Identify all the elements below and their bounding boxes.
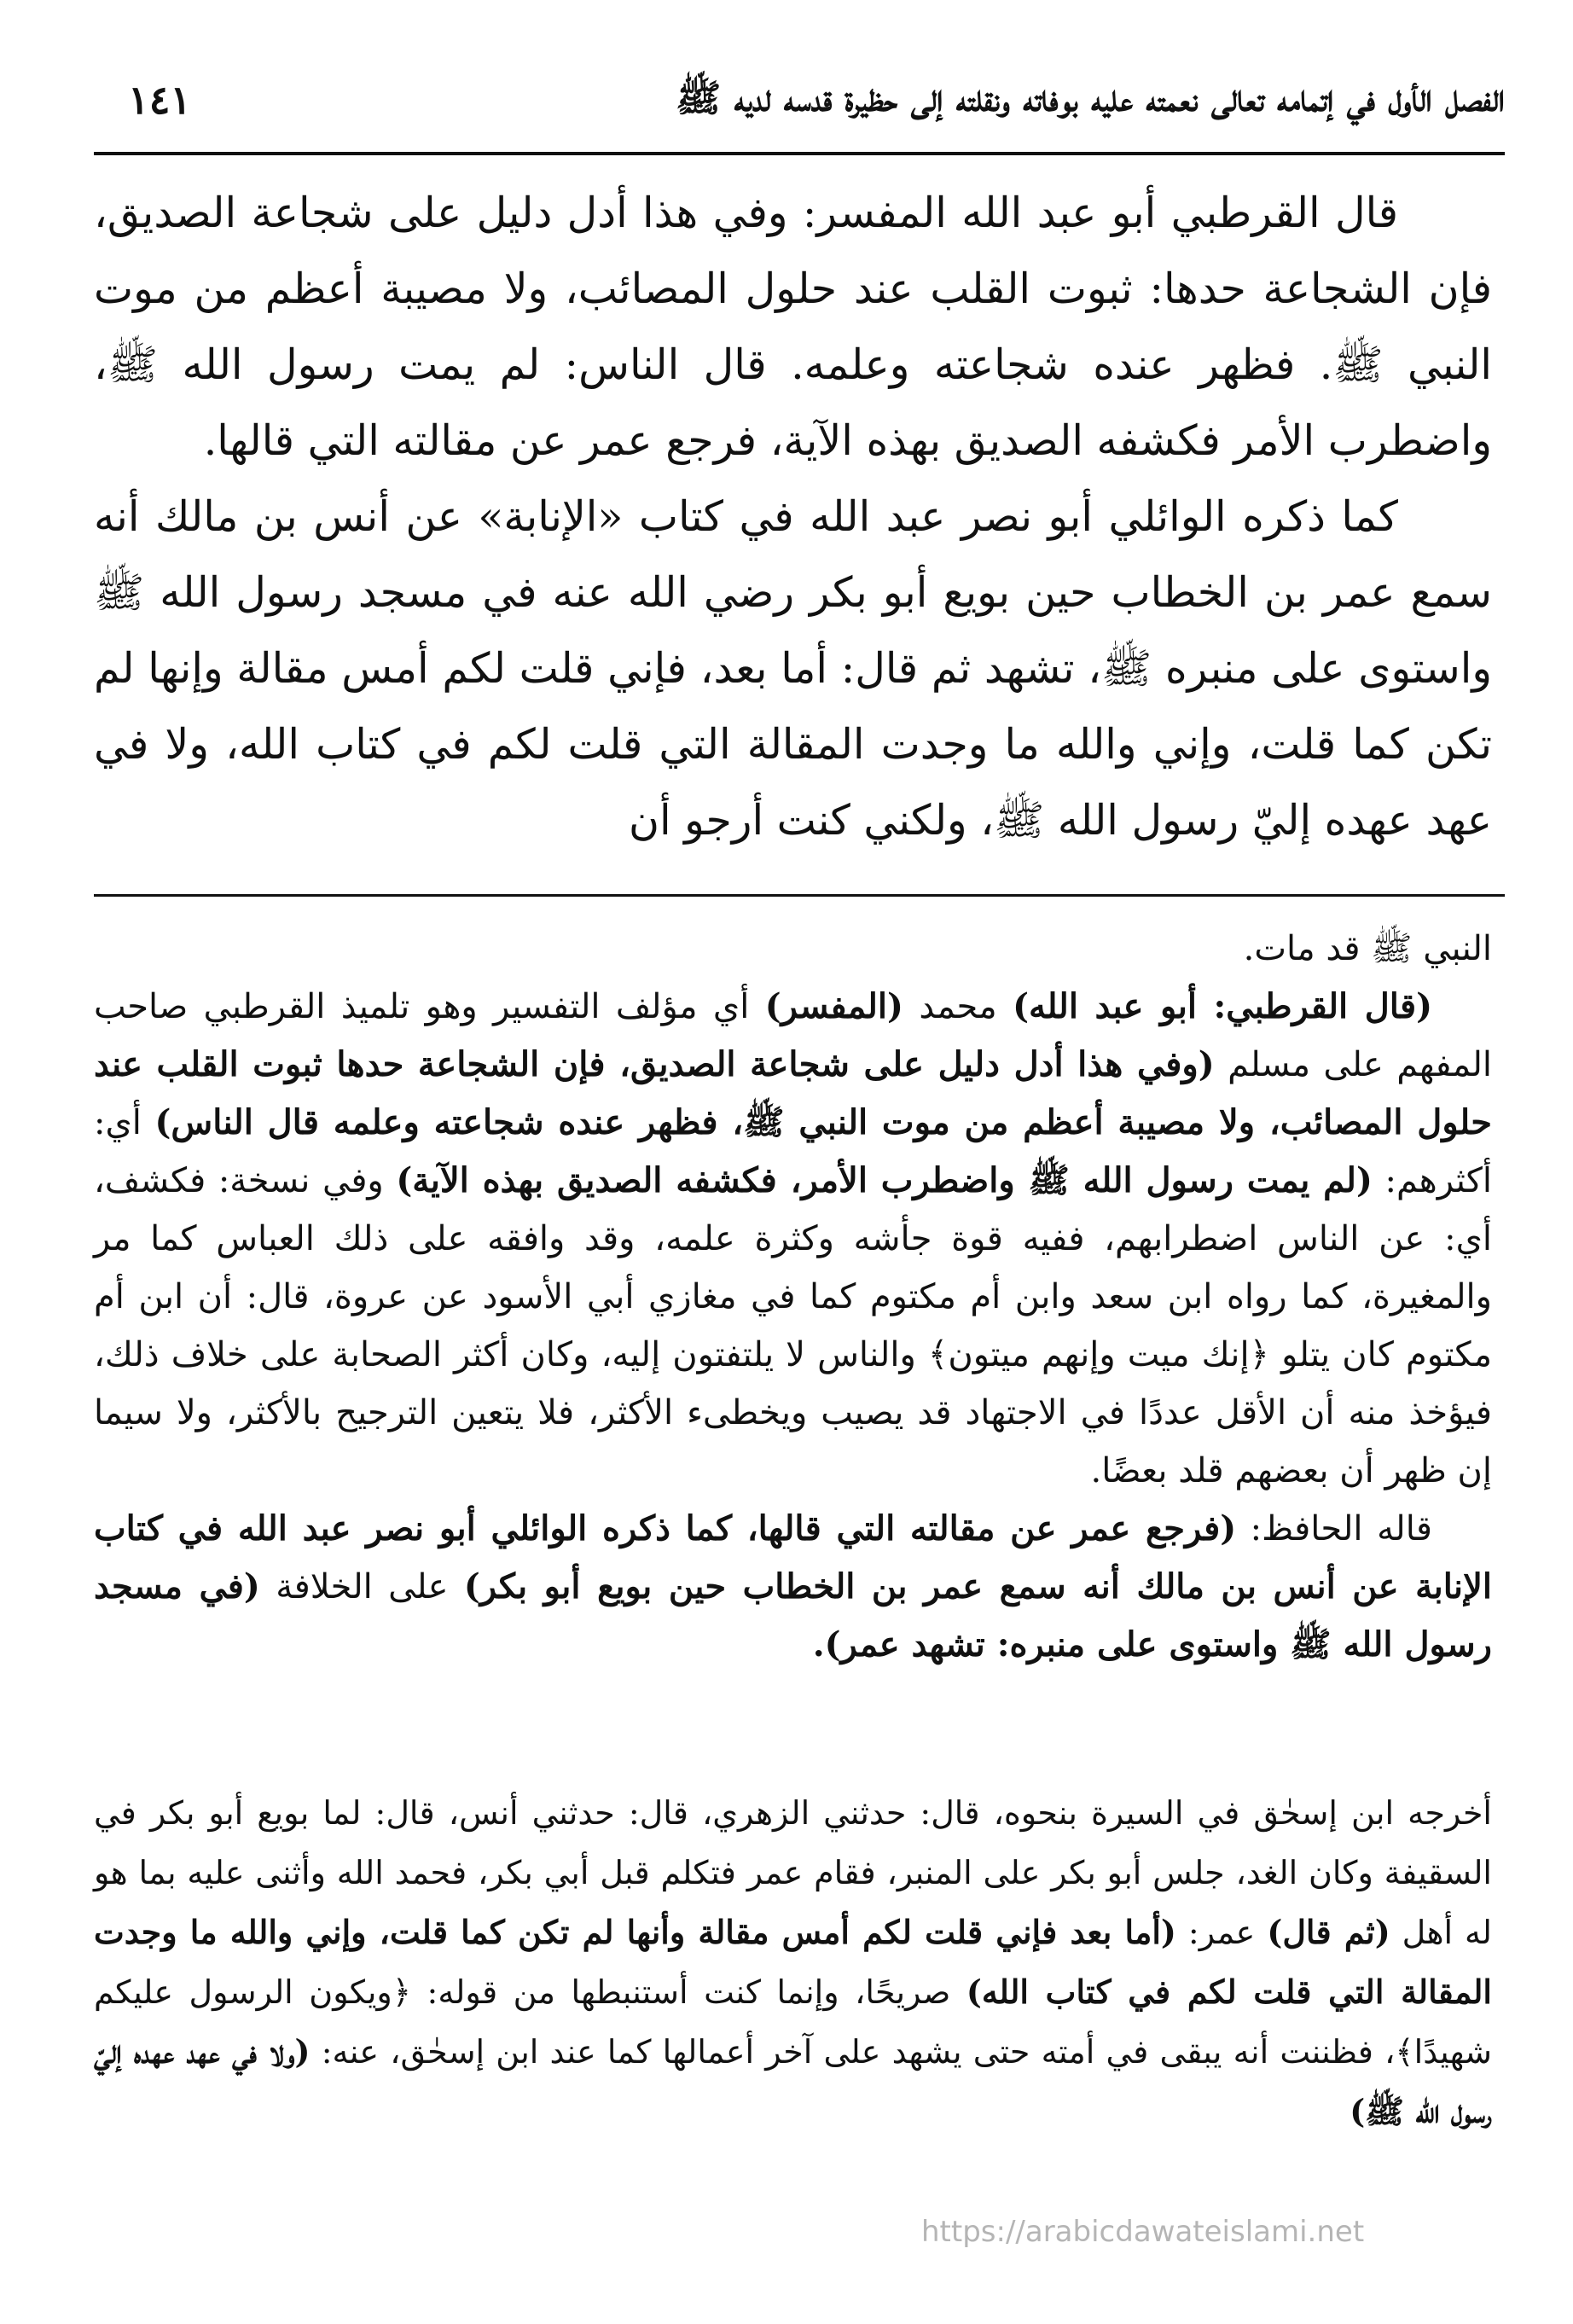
- gloss: صريحًا، وإنما كنت أستنبطها من قوله: ﴿ويكون الرسول عليكم شهيدًا﴾، فظننت أنه يبقى في أمته حتى يشهد على آخر أعمالها كما عند ابن إسحٰق، عنه:: [94, 1973, 1493, 2071]
- watermark-url: https://arabicdawateislami.net: [921, 2215, 1365, 2249]
- header-rule: [94, 152, 1505, 155]
- gloss: أي مؤلف التفسير وهو تلميذ القرطبي صاحب المفهم على مسلم: [94, 987, 1492, 1084]
- running-header: [94, 75, 1505, 143]
- gloss: قاله الحافظ:: [1236, 1509, 1433, 1548]
- gloss: أي: أكثرهم:: [94, 1103, 1492, 1200]
- quote-bold: (لم يمت رسول الله ﷺ واضطرب الأمر، فكشفه الصديق بهذه الآية): [396, 1160, 1373, 1200]
- footnote-text: [94, 1783, 1492, 2141]
- commentary-paragraph-2: [94, 1500, 1492, 1674]
- chapter-title: الفصل الأول في إتمامه تعالى نعمته عليه بوفاته ونقلته إلى حظيرة قدسه لديه ﷺ: [676, 77, 1505, 120]
- quote-bold: (وفي هذا أدل دليل على شجاعة الصديق، فإن الشجاعة حدها ثبوت القلب عند حلول المصائب، ولا مصيبة أعظم من موت النبي ﷺ، فظهر عنده شجاعته وعلمه قال الناس): [94, 1044, 1492, 1142]
- main-paragraph-2: كما ذكره الوائلي أبو نصر عبد الله في كتاب «الإنابة» عن أنس بن مالك أنه سمع عمر بن الخطاب حين بويع أبو بكر رضي الله عنه في مسجد رسول الله ﷺ واستوى على منبره ﷺ، تشهد ثم قال: أما بعد، فإني قلت لكم أمس مقالة وإنها لم تكن كما قلت، وإني والله ما وجدت المقالة التي قلت لكم في كتاب الله، ولا في عهد عهده إليّ رسول الله ﷺ، ولكني كنت أرجو أن: [94, 492, 1492, 845]
- quote-bold: (ولا في عهد عهده إليّ رسول الله ﷺ): [94, 2032, 1492, 2130]
- quote-bold: (فرجع عمر عن مقالته التي قالها، كما ذكره الوائلي أبو نصر عبد الله في كتاب الإنابة عن أنس بن مالك أنه سمع عمر بن الخطاب حين بويع أبو بكر): [94, 1508, 1492, 1606]
- footnote-paragraph: [94, 1783, 1492, 2141]
- quote-bold: (قال القرطبي: أبو عبد الله): [1013, 986, 1433, 1026]
- quote-bold: (المفسر): [764, 986, 903, 1026]
- commentary-line-0: النبي ﷺ قد مات.: [1243, 929, 1492, 968]
- main-text: [94, 175, 1492, 858]
- quote-bold: (أما بعد فإني قلت لكم أمس مقالة وأنها لم تكن كما قلت، وإني والله ما وجدت المقالة التي قلت لكم في كتاب الله): [94, 1913, 1492, 2011]
- page-number: ١٤١: [128, 77, 192, 123]
- gloss: وفي نسخة: فكشف، أي: عن الناس اضطرابهم، ففيه قوة جأشه وكثرة علمه، وقد وافقه على ذلك العباس كما مر والمغيرة، كما رواه ابن سعد وابن أم مكتوم كما في مغازي أبي الأسود عن عروة، قال: أن ابن أم مكتوم كان يتلو ﴿إنك ميت وإنهم ميتون﴾ والناس لا يلتفتون إليه، وكان أكثر الصحابة على خلاف ذلك، فيؤخذ منه أن الأقل عددًا في الاجتهاد قد يصيب ويخطىء الأكثر، فلا يتعين الترجيح بالأكثر، ولا سيما إن ظهر أن بعضهم قلد بعضًا.: [94, 1161, 1492, 1490]
- commentary-rule: [94, 894, 1505, 897]
- gloss: محمد: [903, 987, 1013, 1026]
- gloss: عمر:: [1175, 1914, 1268, 1951]
- gloss: على الخلافة: [259, 1567, 464, 1606]
- commentary-text: [94, 920, 1492, 1674]
- gloss: أخرجه ابن إسحٰق في السيرة بنحوه، قال: حدثني الزهري، قال: حدثني أنس، قال: لما بويع أبو بكر في السقيفة وكان الغد، جلس أبو بكر على المنبر، فقام عمر فتكلم قبل أبي بكر، فحمد الله وأثنى عليه بما هو له أهل: [94, 1794, 1492, 1951]
- quote-bold: (في مسجد رسول الله ﷺ واستوى على منبره: تشهد عمر).: [94, 1566, 1492, 1665]
- quote-bold: (ثم قال): [1267, 1913, 1390, 1951]
- commentary-paragraph-1: [94, 978, 1492, 1500]
- main-paragraph-1: قال القرطبي أبو عبد الله المفسر: وفي هذا أدل دليل على شجاعة الصديق، فإن الشجاعة حدها: ثبوت القلب عند حلول المصائب، ولا مصيبة أعظم من موت النبي ﷺ. فظهر عنده شجاعته وعلمه. قال الناس: لم يمت رسول الله ﷺ، واضطرب الأمر فكشفه الصديق بهذه الآية، فرجع عمر عن مقالته التي قالها.: [94, 189, 1492, 465]
